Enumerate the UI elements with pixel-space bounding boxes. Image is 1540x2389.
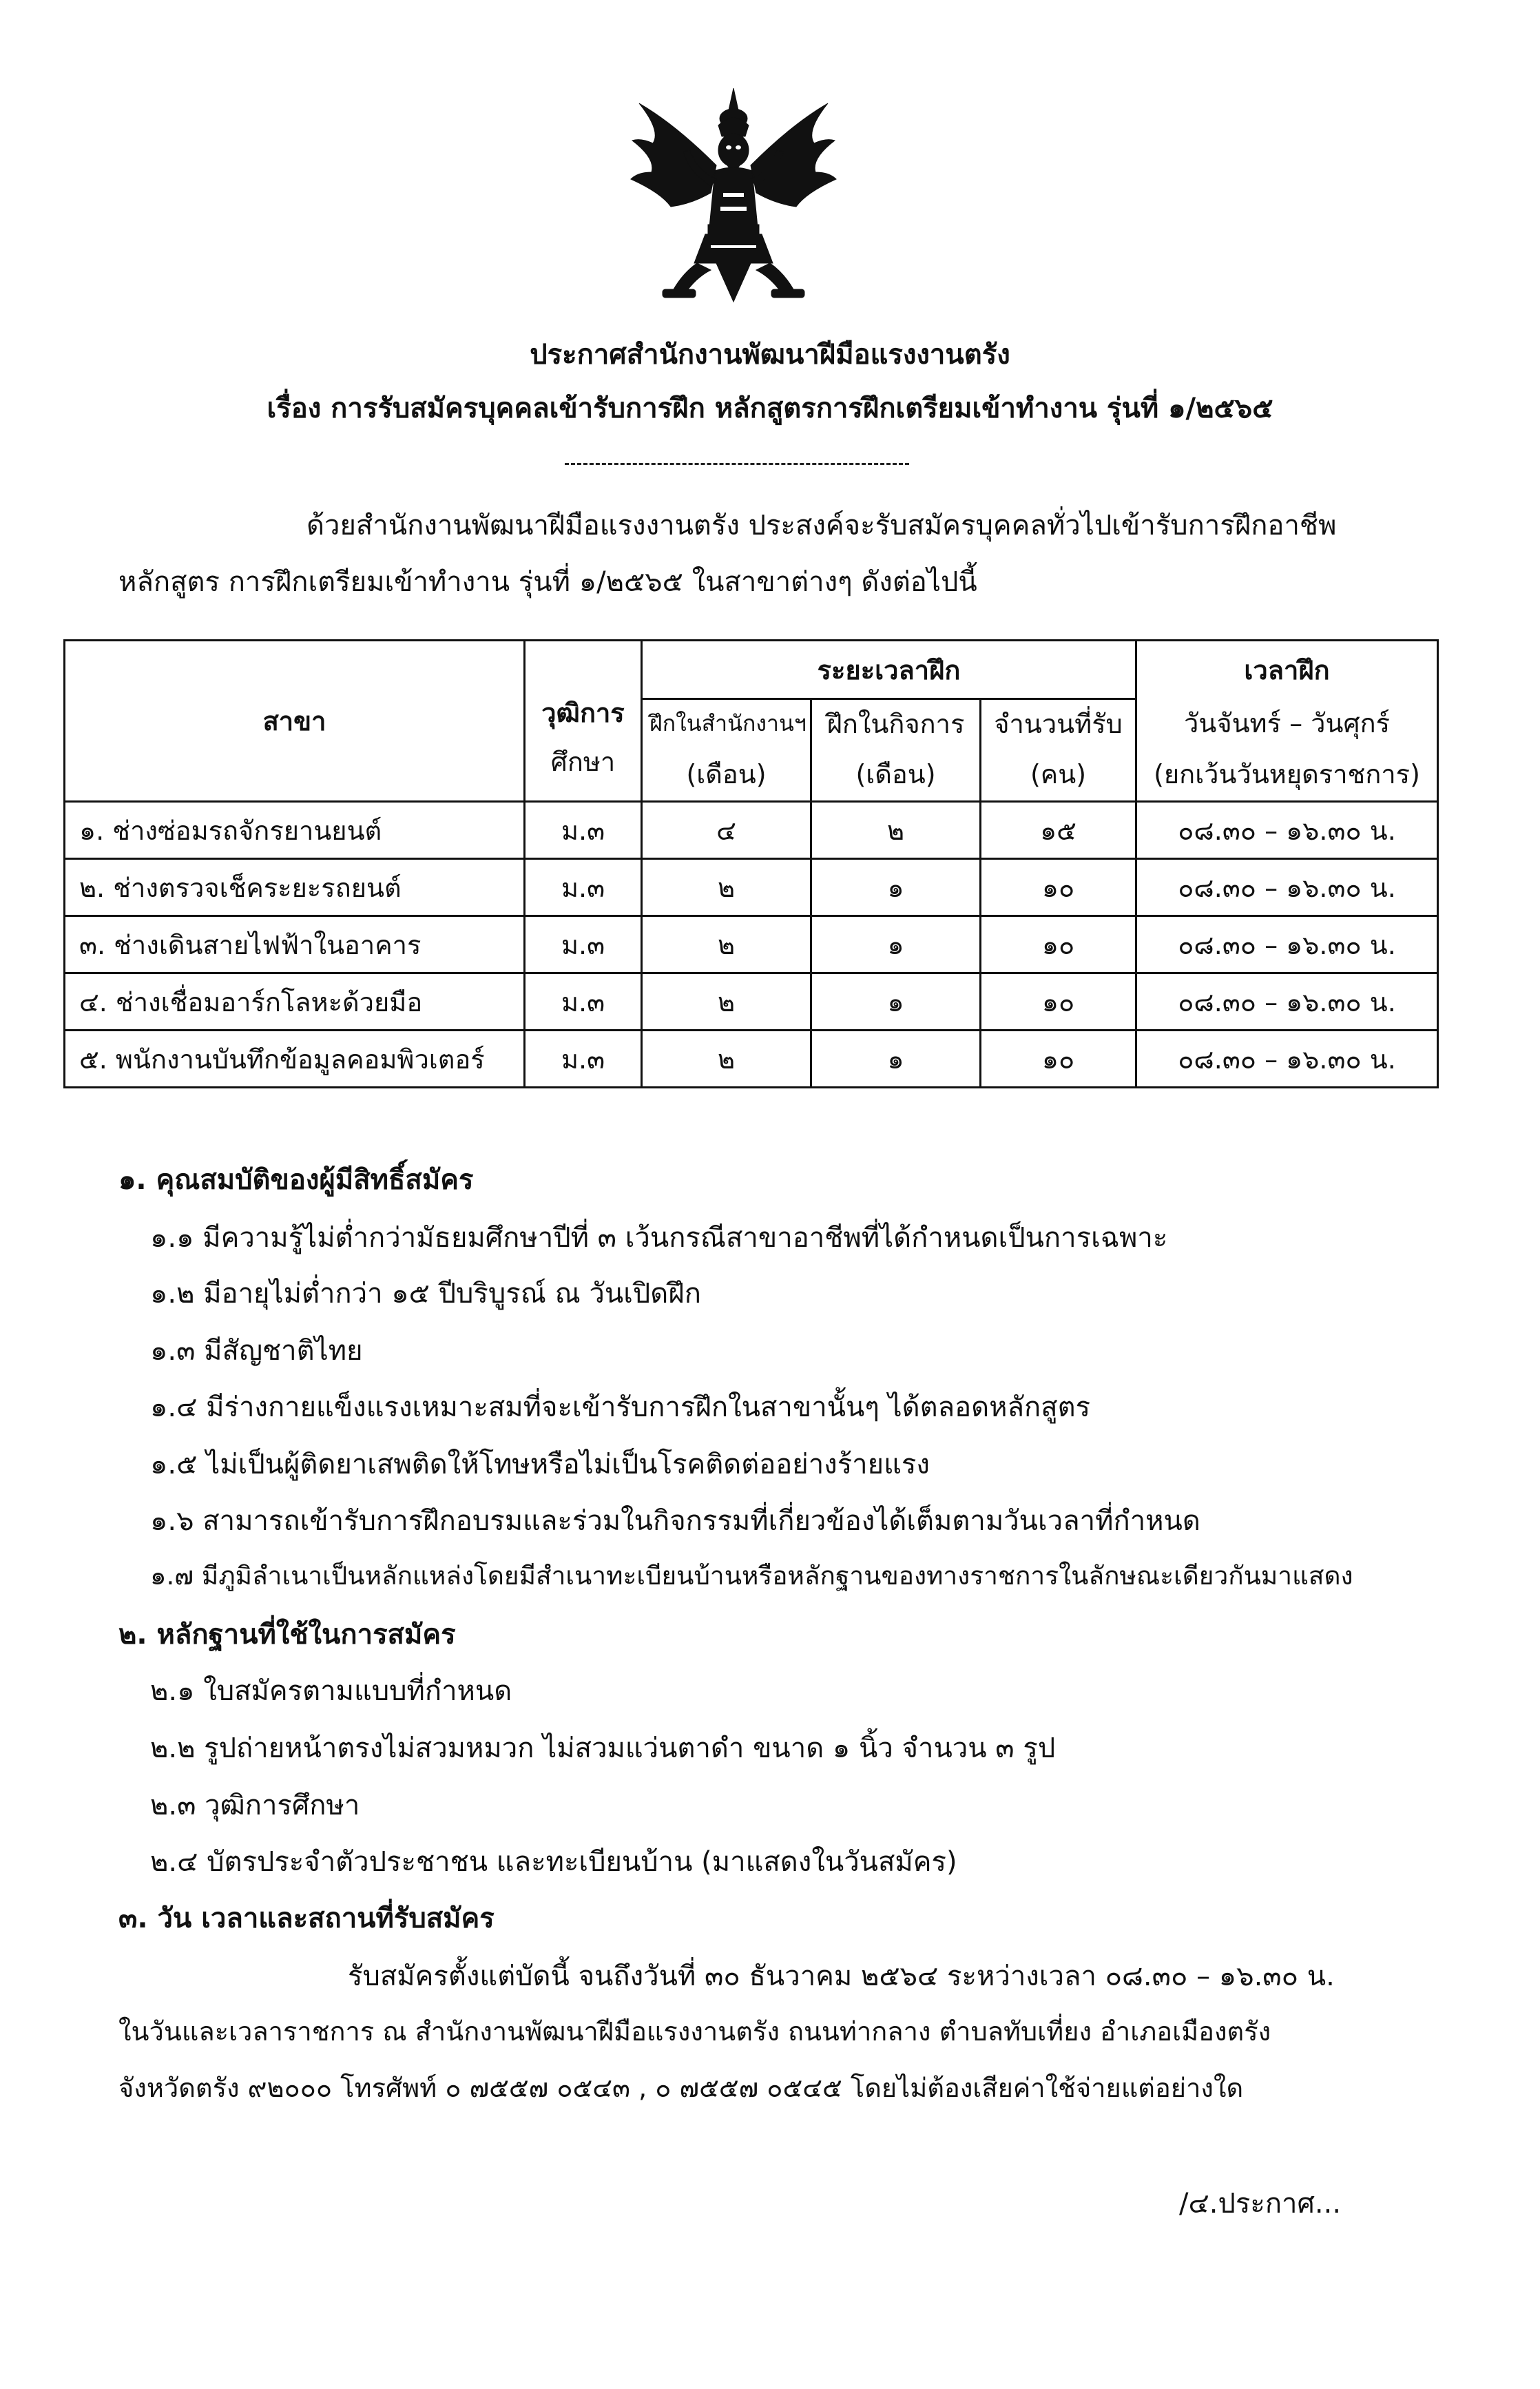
header-education-line-2: ศึกษา xyxy=(550,746,616,777)
header-time-2: วันจันทร์ – วันศุกร์ xyxy=(1136,699,1438,747)
row-company-months: ๒ xyxy=(811,802,981,859)
header-count-2: (คน) xyxy=(981,747,1136,802)
row-branch: ๒. ช่างตรวจเช็คระยะรถยนต์ xyxy=(65,859,525,916)
row-branch: ๔. ช่างเชื่อมอาร์กโลหะด้วยมือ xyxy=(65,973,525,1031)
row-count: ๑๐ xyxy=(981,1031,1136,1088)
row-branch: ๓. ช่างเดินสายไฟฟ้าในอาคาร xyxy=(65,916,525,973)
row-count: ๑๐ xyxy=(981,859,1136,916)
row-branch: ๕. พนักงานบันทึกข้อมูลคอมพิวเตอร์ xyxy=(65,1031,525,1088)
row-count: ๑๐ xyxy=(981,973,1136,1031)
header-branch: สาขา xyxy=(65,641,525,802)
title-divider xyxy=(565,463,909,465)
table-row xyxy=(65,1031,1438,1088)
intro-line-2: หลักสูตร การฝึกเตรียมเข้าทำงาน รุ่นที่ ๑/๒๕๖๕ ในสาขาต่างๆ ดังต่อไปนี้ xyxy=(118,566,977,598)
intro-line-1: ด้วยสำนักงานพัฒนาฝีมือแรงงานตรัง ประสงค์จะรับสมัครบุคคลทั่วไปเข้ารับการฝึกอาชีพ xyxy=(306,510,1337,541)
section-1-heading: ๑. คุณสมบัติของผู้มีสิทธิ์สมัคร xyxy=(118,1164,474,1196)
row-company-months: ๑ xyxy=(811,916,981,973)
header-time-1: เวลาฝึก xyxy=(1136,641,1438,699)
section-2-item: ๒.๔ บัตรประจำตัวประชาชน และทะเบียนบ้าน (มาแสดงในวันสมัคร) xyxy=(150,1846,957,1878)
section-1-item: ๑.๗ มีภูมิลำเนาเป็นหลักแหล่งโดยมีสำเนาทะเบียนบ้านหรือหลักฐานของทางราชการในลักษณะเดียวกันมาแสดง xyxy=(150,1561,1353,1591)
row-count: ๑๐ xyxy=(981,916,1136,973)
row-office-months: ๒ xyxy=(642,916,811,973)
section-1-item: ๑.๕ ไม่เป็นผู้ติดยาเสพติดให้โทษหรือไม่เป็นโรคติดต่ออย่างร้ายแรง xyxy=(150,1449,930,1480)
row-time: ๐๘.๓๐ – ๑๖.๓๐ น. xyxy=(1136,859,1438,916)
garuda-emblem-icon xyxy=(620,83,847,310)
header-time-3: (ยกเว้นวันหยุดราชการ) xyxy=(1136,747,1438,802)
row-time: ๐๘.๓๐ – ๑๖.๓๐ น. xyxy=(1136,916,1438,973)
table-header-row xyxy=(65,641,1438,699)
announcement-title: ประกาศสำนักงานพัฒนาฝีมือแรงงานตรัง xyxy=(530,339,1010,371)
row-branch: ๑. ช่างซ่อมรถจักรยานยนต์ xyxy=(65,802,525,859)
header-office-2: (เดือน) xyxy=(642,747,811,802)
section-2-item: ๒.๒ รูปถ่ายหน้าตรงไม่สวมหมวก ไม่สวมแว่นตาดำ ขนาด ๑ นิ้ว จำนวน ๓ รูป xyxy=(150,1733,1056,1764)
table-row xyxy=(65,973,1438,1031)
section-1-item: ๑.๑ มีความรู้ไม่ต่ำกว่ามัธยมศึกษาปีที่ ๓ เว้นกรณีสาขาอาชีพที่ได้กำหนดเป็นการเฉพาะ xyxy=(150,1222,1168,1254)
row-time: ๐๘.๓๐ – ๑๖.๓๐ น. xyxy=(1136,1031,1438,1088)
table-row xyxy=(65,802,1438,859)
announcement-subject: เรื่อง การรับสมัครบุคคลเข้ารับการฝึก หลักสูตรการฝึกเตรียมเข้าทำงาน รุ่นที่ ๑/๒๕๖๕ xyxy=(267,393,1273,424)
row-count: ๑๕ xyxy=(981,802,1136,859)
header-education xyxy=(525,641,642,802)
header-count-1: จำนวนที่รับ xyxy=(981,699,1136,747)
row-company-months: ๑ xyxy=(811,973,981,1031)
section-1-item: ๑.๒ มีอายุไม่ต่ำกว่า ๑๕ ปีบริบูรณ์ ณ วันเปิดฝึก xyxy=(150,1278,701,1310)
row-office-months: ๔ xyxy=(642,802,811,859)
row-education: ม.๓ xyxy=(525,1031,642,1088)
header-period: ระยะเวลาฝึก xyxy=(642,641,1136,699)
section-3-line-2: ในวันและเวลาราชการ ณ สำนักงานพัฒนาฝีมือแรงงานตรัง ถนนท่ากลาง ตำบลทับเที่ยง อำเภอเมืองตรัง xyxy=(118,2016,1271,2047)
section-1-item: ๑.๔ มีร่างกายแข็งแรงเหมาะสมที่จะเข้ารับการฝึกในสาขานั้นๆ ได้ตลอดหลักสูตร xyxy=(150,1392,1091,1423)
training-schedule-table xyxy=(63,639,1439,1088)
header-company-1: ฝึกในกิจการ xyxy=(811,699,981,747)
row-time: ๐๘.๓๐ – ๑๖.๓๐ น. xyxy=(1136,973,1438,1031)
row-company-months: ๑ xyxy=(811,859,981,916)
row-education: ม.๓ xyxy=(525,802,642,859)
row-office-months: ๒ xyxy=(642,973,811,1031)
row-education: ม.๓ xyxy=(525,973,642,1031)
section-3-line-1: รับสมัครตั้งแต่บัดนี้ จนถึงวันที่ ๓๐ ธันวาคม ๒๕๖๔ ระหว่างเวลา ๐๘.๓๐ – ๑๖.๓๐ น. xyxy=(348,1961,1335,1992)
section-2-heading: ๒. หลักฐานที่ใช้ในการสมัคร xyxy=(118,1619,456,1651)
table-row xyxy=(65,859,1438,916)
section-3-line-3: จังหวัดตรัง ๙๒๐๐๐ โทรศัพท์ ๐ ๗๕๕๗ ๐๕๔๓ , ๐ ๗๕๕๗ ๐๕๔๕ โดยไม่ต้องเสียค่าใช้จ่ายแต่อย่างใด xyxy=(118,2073,1244,2103)
row-time: ๐๘.๓๐ – ๑๖.๓๐ น. xyxy=(1136,802,1438,859)
section-3-heading: ๓. วัน เวลาและสถานที่รับสมัคร xyxy=(118,1903,495,1934)
row-company-months: ๑ xyxy=(811,1031,981,1088)
row-office-months: ๒ xyxy=(642,859,811,916)
row-education: ม.๓ xyxy=(525,859,642,916)
header-company-2: (เดือน) xyxy=(811,747,981,802)
section-2-item: ๒.๑ ใบสมัครตามแบบที่กำหนด xyxy=(150,1675,512,1707)
section-2-item: ๒.๓ วุฒิการศึกษา xyxy=(150,1790,360,1821)
section-1-item: ๑.๖ สามารถเข้ารับการฝึกอบรมและร่วมในกิจกรรมที่เกี่ยวข้องได้เต็มตามวันเวลาที่กำหนด xyxy=(150,1505,1200,1537)
continuation-note: /๔.ประกาศ... xyxy=(1179,2188,1342,2220)
table-row xyxy=(65,916,1438,973)
row-office-months: ๒ xyxy=(642,1031,811,1088)
section-1-item: ๑.๓ มีสัญชาติไทย xyxy=(150,1335,363,1367)
header-education-line-1: วุฒิการ xyxy=(541,697,625,728)
header-office-1: ฝึกในสำนักงานฯ xyxy=(642,699,811,747)
row-education: ม.๓ xyxy=(525,916,642,973)
